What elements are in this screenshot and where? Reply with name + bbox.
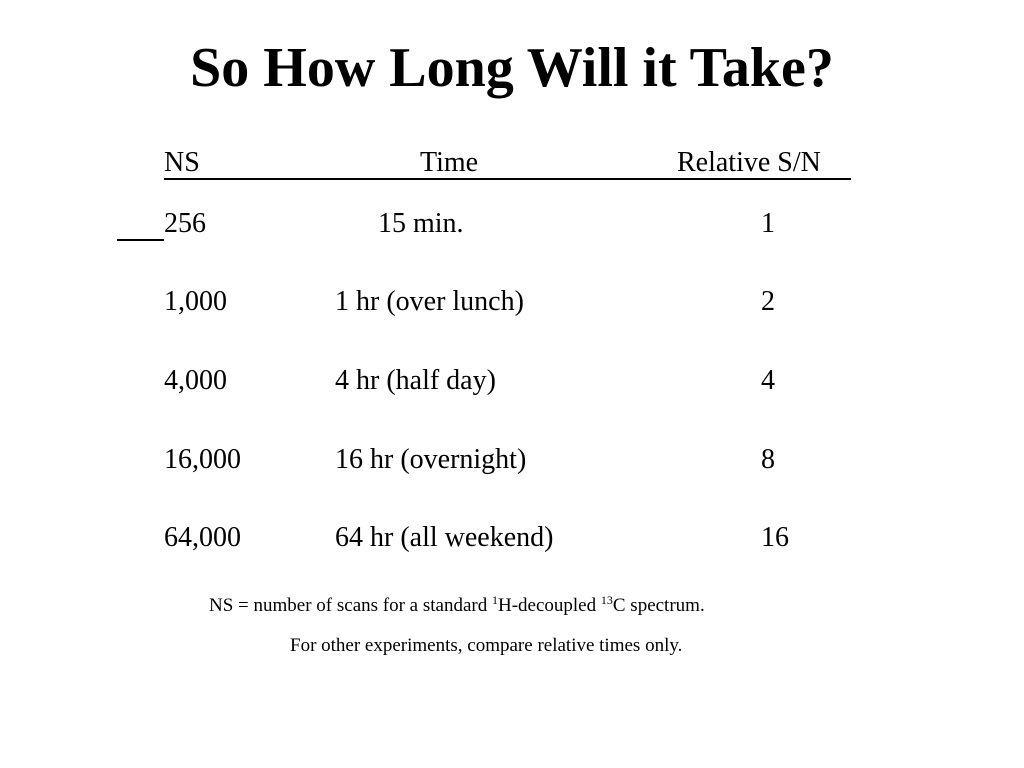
table-cell-ns: 1,000 <box>164 286 227 317</box>
footnote-relative-times: For other experiments, compare relative times only. <box>290 635 683 656</box>
footnote-text: H-decoupled <box>497 595 601 616</box>
footnote-text: NS = number of scans for a standard <box>209 595 492 616</box>
table-cell-ns: 64,000 <box>164 522 241 553</box>
table-cell-relative-sn: 4 <box>761 365 775 396</box>
table-cell-ns: 256 <box>164 208 206 239</box>
header-underline <box>164 178 851 180</box>
footnote-ns-definition <box>209 594 705 618</box>
table-cell-time: 16 hr (overnight) <box>335 444 527 475</box>
table-cell-relative-sn: 1 <box>761 208 775 239</box>
table-cell-ns: 16,000 <box>164 444 241 475</box>
column-header-ns: NS <box>164 147 200 178</box>
row-marker-underline <box>117 239 164 241</box>
table-cell-relative-sn: 8 <box>761 444 775 475</box>
table-cell-time: 64 hr (all weekend) <box>335 522 554 553</box>
table-cell-time: 4 hr (half day) <box>335 365 496 396</box>
slide-title: So How Long Will it Take? <box>190 37 834 99</box>
table-cell-time: 1 hr (over lunch) <box>335 286 524 317</box>
superscript-1: 1 <box>491 593 498 607</box>
footnote-text: C spectrum. <box>612 595 705 616</box>
column-header-time: Time <box>420 147 479 178</box>
superscript-13: 13 <box>600 593 613 607</box>
table-cell-time: 15 min. <box>378 208 464 239</box>
column-header-relative-sn: Relative S/N <box>677 147 821 178</box>
table-cell-relative-sn: 2 <box>761 286 775 317</box>
table-cell-ns: 4,000 <box>164 365 227 396</box>
table-cell-relative-sn: 16 <box>761 522 789 553</box>
